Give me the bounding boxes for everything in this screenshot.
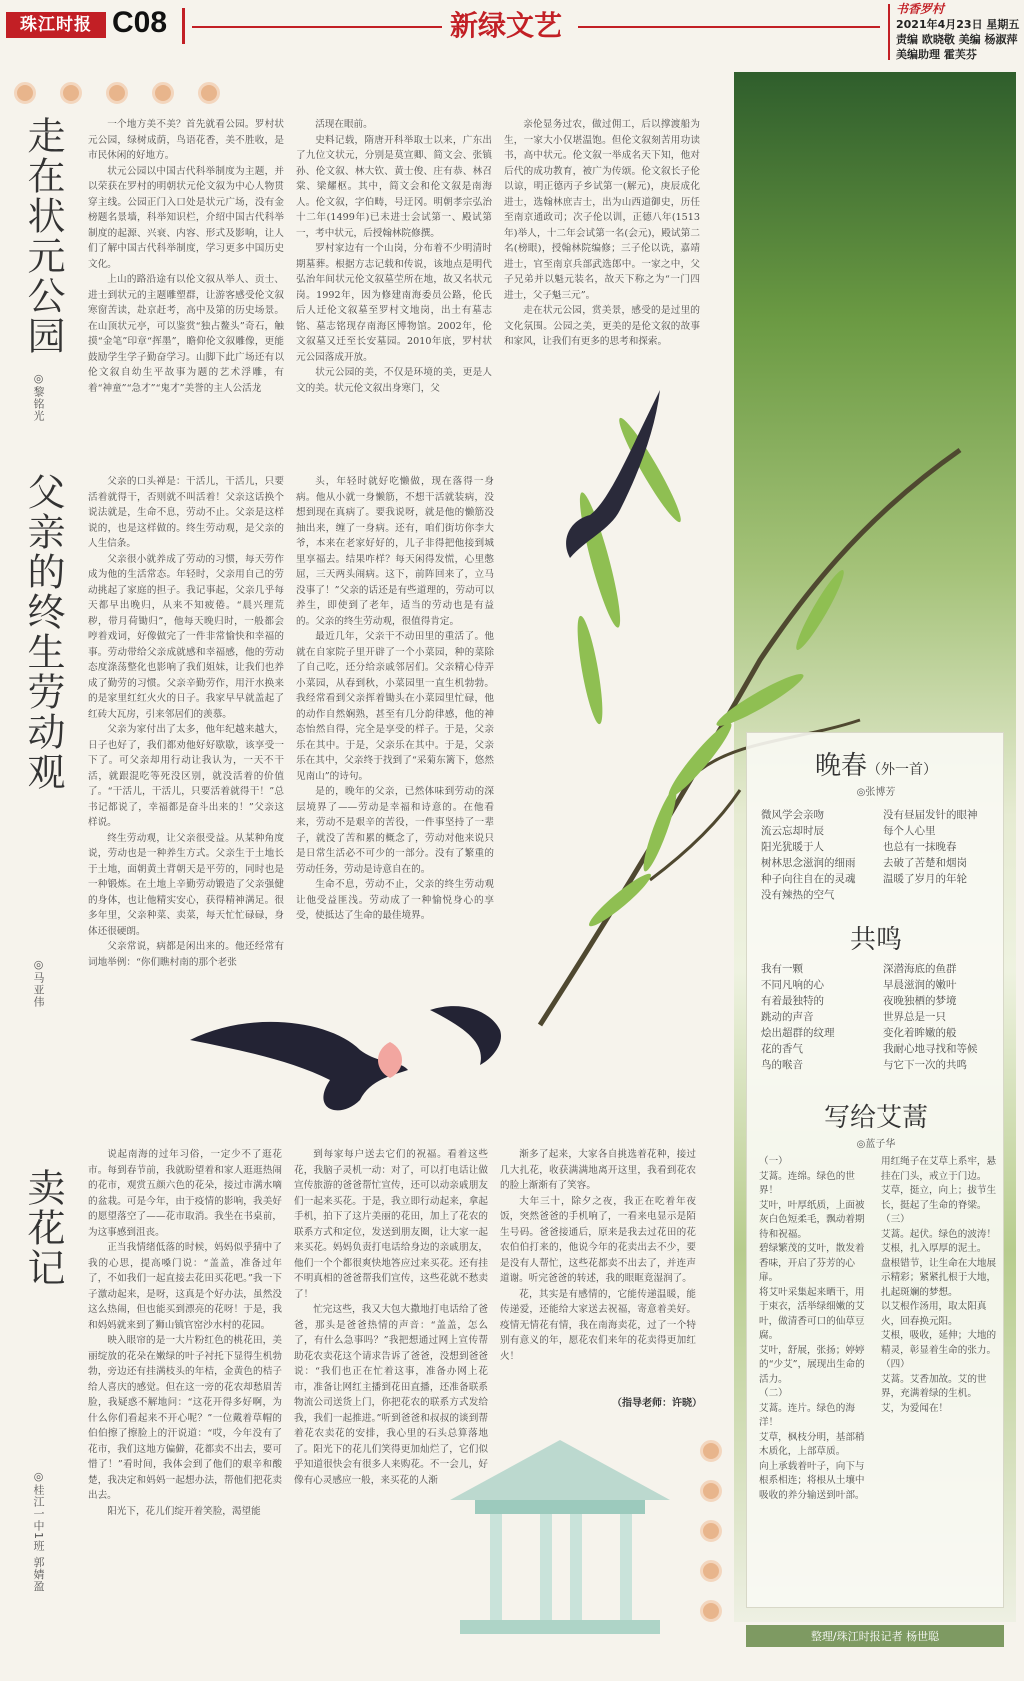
article-body: 到每家每户送去它们的祝福。看着这些花，我脑子灵机一动：对了，可以打电话让做宣传旅游的爸爸帮忙宣传，还可以动亲戚朋友们一起来买花。于是，我立即行动起来，拿起手机，拍下了这片美丽的花田，加上了花农的联系方式和定位，发送到朋友圈，让大家一起来买花。妈妈负责打电话给身边的亲戚朋友，他们一个个都很爽快地答应过来买花。还有挂不明真相的爸爸帮我们宣传，这些花就不愁卖了！ 忙完这些，我又大包大撒地打电话给了爸爸，那头是爸爸热情的声音：“盖盖，怎么了，有什么急事吗？”我把想通过网上宣传帮助花农卖花这个请求告诉了爸爸，没想到爸爸说：“我们也正在忙着这事，准备办网上花市，准备让网红主播到花田直播，还准备联系物流公司送货上门，你把花农的联系方式发给我，我们一起推进。”听到爸爸和叔叔的谈到帮着花农卖花的安排，我心里的石头总算落地了。阳光下的花儿们笑得更加灿烂了，它们似乎知道很快会有很多人来购花。不一会儿，好像有心灵感应一般，来买花的人渐 (294, 1149, 488, 1486)
peach-petal (370, 1040, 410, 1080)
issue-date: 2021年4月23日 星期五 (896, 18, 1020, 31)
poem-stanza: 用红绳子在艾草上系牢，悬挂在门头，戒立于门边。 艾草，挺立，向上；拔节生长，挺起了生命的脊梁。 （三） 艾蒿。起伏。绿色的波涛！ 艾根，扎入厚厚的泥土。 盘根错节，让生命在大地展示精彩；紧紧扎根于大地，扎起斑斓的梦想。 以艾根作汤用，取太阳真火，回春换元阳。 艾根，吸收，延伸；大地的精灵，彰显着生命的张力。 （四） 艾蒿。艾香加故。艾的世界，充满着绿的生机。 艾，为爱闻在！ (881, 1156, 997, 1414)
editors: 责编 欧晓敬 美编 杨淑萍 (896, 33, 1018, 46)
article-body: 渐多了起来，大家各自挑选着花种，接过几大扎花，收获满满地离开这里，我看到花农的脸上渐渐有了笑容。 大年三十，除夕之夜，我正在吃着年夜饭，突然爸爸的手机响了，一看来电显示是陌生号码。爸爸接通后，原来是我去过花田的花农伯伯打来的，他说今年的花卖出去不少，要是没有人帮忙，这些花都卖不出去了，并连声道谢。听完爸爸的转述，我的眼眶竟湿润了。 花，其实是有感情的，它能传递温暖，能传递爱，还能给大家送去祝福，寄意着美好。疫情无情花有情，我在南海卖花，过了一个特别有意义的年，愿花农们来年的花卖得更加红火！ (500, 1149, 696, 1362)
poem-author: ◎张博芳 (856, 787, 896, 798)
poem-subtitle: （外一首） (867, 762, 937, 778)
flower-ornament (700, 1440, 722, 1462)
poetry-box (746, 732, 1004, 1608)
poem-stanza: 微风学会亲吻 流云忘却时辰 阳光犹暖于人 树林思念滋润的细雨 种子向往自在的灵魂 没有辣热的空气 (761, 809, 856, 901)
poem-author: ◎蓝子华 (856, 1139, 896, 1150)
poem-stanza: 我有一颗 不同凡响的心 有着最独特的 跳动的声音 烩出超群的纹理 花的香气 鸟的喉音 (761, 963, 835, 1071)
flower-ornament (700, 1520, 722, 1542)
assistant-editor: 美编助理 霍芙芬 (896, 48, 977, 61)
column-brand: 书香罗村 (896, 2, 945, 16)
article-author: ◎马亚伟 (32, 958, 45, 1008)
article-body: 说起南海的过年习俗，一定少不了逛花市。每到春节前，我就盼望着和家人逛逛热闹的花市，观赏五颜六色的花朵，接过市满水嘀的盆栽。可是今年，由于疫情的影响，我美好的愿望落空了——花市取消。我坐在书桌前，为这事感到沮丧。 正当我情绪低落的时候，妈妈似乎猜中了我的心思，提高嗓门说：“盖盖，准备过年了，不如我们一起直接去花田买花吧。”我一下子激动起来，是呀，这真是个好办法，虽然没这么热闹，但也能买到漂亮的花呀！于是，我和妈妈就来到了狮山镇官窑沙水村的花园。 映入眼帘的是一大片粉红色的桃花田，美丽绽放的花朵在嫩绿的叶子衬托下显得生机勃勃，旁边还有挂满枝头的年桔，金黄色的桔子给人喜庆的感觉。但在这一旁的花农却愁眉苦脸，我疑惑不解地问：“这花开得多好啊，为什么你们看起来不开心呢？”一位戴着草帽的伯伯擦了擦脸上的汗说道：“哎，今年没有了花市，我们这地方偏僻，花都卖不出去，要可惜了！”看时间，我体会到了他们的艰辛和酸楚，我决定和妈妈一起想办法，帮他们把花卖出去。 阳光下，花儿们绽开着笑脸，渴望能 (88, 1149, 282, 1517)
flower-ornament (700, 1600, 722, 1622)
article-title: 父亲的终生劳动观 (21, 472, 65, 792)
article-title: 走在状元公园 (21, 116, 65, 356)
article-author: ◎桂江一中1班 郭婧盈 (32, 1470, 45, 1593)
poem-stanza: （一） 艾蒿。连绵。绿色的世界！ 艾叶，叶厚纸质，上面被灰白色短柔毛，飘动着期待和祝福。 碧绿繁茂的艾叶，散发着香味，开启了芬芳的心扉。 将艾叶采集起来晒干，用于束衣，活举绿细嫩的艾叶，做清香可口的仙草豆腐。 艾叶，舒展，张扬；婷婷的“少艾”，展现出生命的活力。 （二） 艾蒿。连片。绿色的海洋！ 艾草，枫枝分明，基部稍木质化，上部草质。 向上承载着叶子，向下与根系相连；将根从土壤中吸收的养分输送到叶部。 (759, 1156, 865, 1501)
poem-title (747, 745, 1005, 782)
flower-ornament (700, 1560, 722, 1582)
newspaper-logo: 珠江时报 (6, 12, 106, 38)
page-number: C08 (112, 6, 168, 39)
tutor-credit: （指导老师：许晓） (612, 1398, 702, 1409)
article-title: 卖花记 (21, 1168, 65, 1288)
article-body: 头，年轻时就好吃懒做，现在落得一身病。他从小就一身懒筋，不想干活就装病，没想到现在真病了。要我说呀，就是他的懒筋没抽出来，缠了一身病。还有，咱们街坊你李大爷，本来在老家好好的，儿子非得把他接到城里享福去。结果咋样？每天闲得发慌，心里憋屈，三天两头闹病。这下，前阵回来了，立马没事了！”父亲的话还是有些道理的，劳动可以养生，即使到了老年，适当的劳动也是有益的。父亲的终生劳动观，很值得肯定。 最近几年，父亲干不动田里的重活了。他就在自家院子里开辟了一个小菜园，种的菜除了自己吃，还分给亲戚邻居们。父亲精心侍弄小菜园，从春到秋，小菜园里一直生机勃勃。我经常看到父亲挥着锄头在小菜园里忙碌，他的动作自然娴熟，甚至有几分韵律感，他的神态怡然自得，完全是享受的样子。于是，父亲乐在其中。于是，父亲乐在其中。于是，父亲乐在其中，父亲终于找到了“采菊东篱下，悠然见南山”的诗句。 是的，晚年的父亲，已然体味到劳动的深层境界了——劳动是幸福和诗意的。在他看来，劳动不是艰辛的苦役，一件事坚持了一辈子，就没了苦和累的概念了，劳动对他来说只是日常生活必不可少的一部分。没有了繁重的劳动任务，劳动是诗意自在的。 生命不息，劳动不止，父亲的终生劳动观让他受益匪浅。劳动成了一种愉悦身心的享受，使抵达了生命的最佳境界。 (296, 476, 494, 921)
swallow-bird (430, 1000, 510, 1070)
section-title: 新绿文艺 (450, 9, 563, 42)
editor-credit: 整理/珠江时报记者 杨世聪 (746, 1625, 1004, 1647)
article-body: 父亲的口头禅是：干活儿，干活儿，只要活着就得干，否则就不叫活着！父亲这话换个说法就是，生命不息，劳动不止。父亲是这样说的，也是这样做的。终生劳动观，是父亲的人生信条。 父亲很小就养成了劳动的习惯，每天劳作成为他的生活常态。年轻时，父亲用自己的劳动挑起了家庭的担子。我记事起，父亲几乎每天都早出晚归，从来不知疲倦。“晨兴理荒秽，带月荷锄归”，他每天晚归时，一般都会哼着戏词，好像做完了一件非常愉快和幸福的事。劳动带给父亲成就感和幸福感，他的劳动态度涤荡整化也影响了我们姐妹，让我们也养成了勤劳的习惯。父亲辛勤劳作，用汗水换来的是家里红红火火的日子。我家早早就盖起了红砖大瓦房，引来邻居们的羡慕。 父亲为家付出了太多，他年纪越来越大，日子也好了，我们都劝他好好歇歇，该享受一下了。可父亲却用行动让我认为，一天不干活，就跟混吃等死没区别，就没活着的价值了。“干活儿，干活儿，只要活着就得干！”总书记都说了，幸福都是奋斗出来的！”父亲这样说。 终生劳动观，让父亲很受益。从某种角度说，劳动也是一种养生方式。父亲生于土地长于土地，面朝黄土背朝天是平劳的，同时也是一种锻炼。在土地上辛勤劳动锻造了父亲强健的身体，也让他精实安心，获得精神满足。很多年里，父亲种菜、卖菜，每天忙忙碌碌，身体还很硬朗。 父亲常说，病都是闲出来的。他还经常有词地举例：“你们瞧村南的那个老张 (88, 476, 284, 968)
flower-ornament (700, 1480, 722, 1502)
article-author: ◎黎铭光 (32, 372, 45, 422)
article-body: 一个地方美不美？首先就看公园。罗村状元公园，绿树成荫，鸟语花香，美不胜收，是市民休闲的好地方。 状元公园以中国古代科举制度为主题，并以荣获在罗村的明朝状元伦文叙为中心人物贯穿主线。公园正门入口处是状元广场，没有金榜题名景墙，科举知识栏，介绍中国古代科举制度的起源、兴衰、内容、形式及影响，让人们了解中国古代科举制度，学习更多中国历史文化。 上山的路沿途有以伦文叙从举人、贡士、进士到状元的主题雕塑群，让游客感受伦文叙寒窗苦读，赴京赶考，高中及第的历史场景。在山顶状元亭，可以鉴赏“独占鳌头”奇石，触摸“金笔”印章“挥墨”，瞻仰伦文叙雕像，更能鼓励学生学子勤奋学习。山脚下此广场还有以伦文叙自幼生平故事为题的艺术浮雕，有着“神童”“急才”“鬼才”美誉的主人公活龙 (88, 119, 284, 394)
article-body: 活现在眼前。 史料记载，隋唐开科举取士以来，广东出了九位文状元，分别是莫宣卿、简文会、张镇孙、伦文叙、林大钦、黄士俊、庄有恭、林召棠、梁耀枢。其中，简文会和伦文叙是南海人。伦文叙，字伯畴，号迂冈。明朝孝宗弘治十二年(1499年)已未进士会试第一、殿试第一，考中状元，后授翰林院修撰。 罗村家边有一个山岗，分布着不少明清时期墓葬。根据方志记载和传说，该地点是明代弘治年间状元伦文叙墓茔所在地，故又名状元岗。1992年，因为修建南海委员公路，伦氏后人迁伦文叙墓至罗村文地岗，出土有墓志铭、墓志铭现存南海区博物馆。2002年，伦文叙墓又迁至长安墓园。2010年底，罗村状元公园落成开放。 状元公园的美，不仅是环境的美，更是人文的美。状元伦文叙出身寒门，父 (296, 119, 492, 394)
poem-title-text: 晚春 (814, 751, 867, 781)
poem-stanza: 没有昼届发针的眼神 每个人心里 也总有一抹晚春 去破了苦楚和烟岗 温暖了岁月的年轮 (883, 809, 978, 885)
poem-title: 写给艾蒿 (823, 1103, 928, 1133)
article-body: 亲伦显务过农，做过佣工，后以撑渡船为生，一家大小仅堪温饱。但伦文叙刻苦用功读书，高中状元。伦文叙一举成名天下知，他对后代的成功教育，被广为传颂。伦文叙长子伦以谅，明正德丙子乡试第一(解元)，庚辰成化进士，选翰林庶吉士，出为山西道御史，历任至南京通政司；次子伦以训，正德八年(1513年)举人，十二年会试第一名(会元)，殿试第二名(榜眼)，授翰林院编修；三子伦以诜，嘉靖进士，官至南京兵部武选郎中。一家之中，父子兄弟并以魁元装名，故天下称之为“一门四进士，父子魁三元”。 走在状元公园，赏美景，感受的是过里的文化氛围。公园之美，更美的是伦文叙的故事和家风，让我们有更多的思考和探索。 (504, 119, 700, 347)
poem-stanza: 深潜海底的鱼群 早晨滋润的嫩叶 夜晚独栖的梦境 世界总是一只 变化着眸嫩的般 我耐心地寻找和等候 与它下一次的共鸣 (883, 963, 978, 1071)
poem-title: 共鸣 (849, 925, 902, 955)
